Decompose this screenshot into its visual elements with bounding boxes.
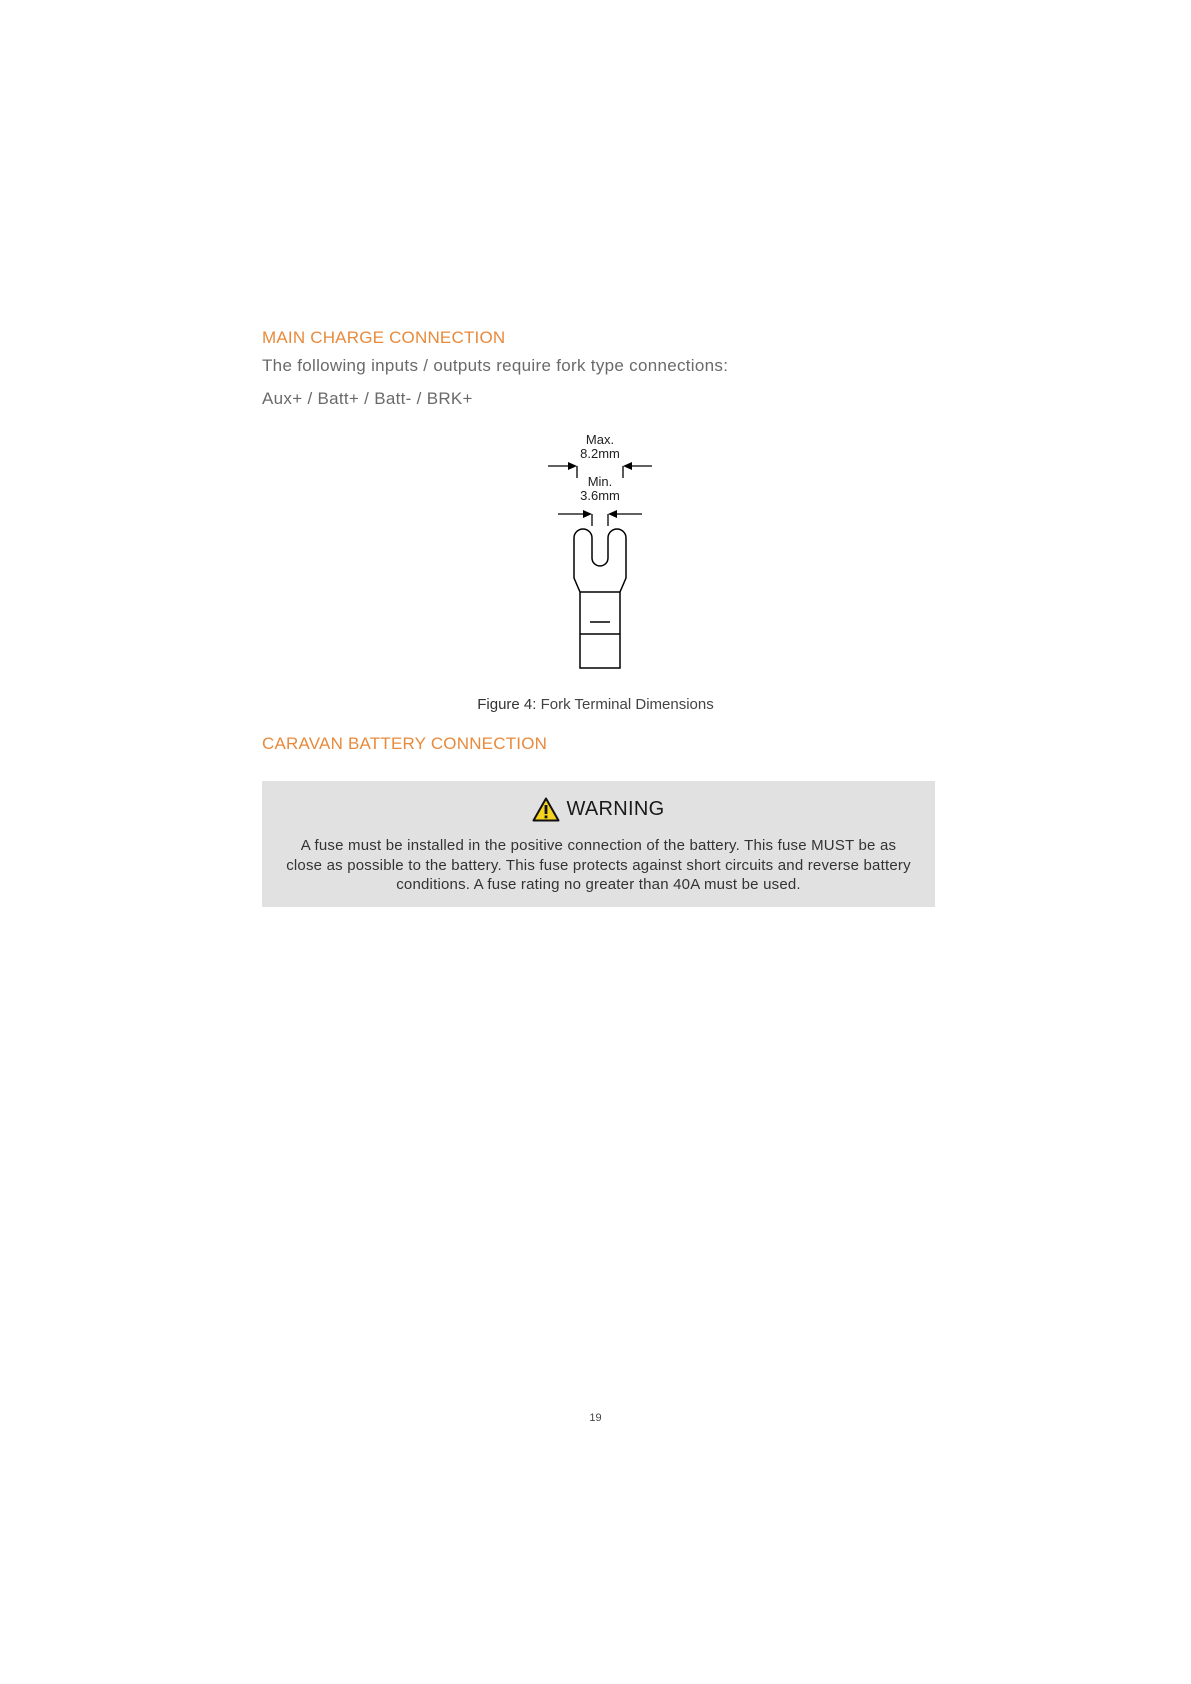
figure-caption-label: Figure 4:	[477, 696, 537, 713]
fork-terminal-diagram	[540, 430, 660, 678]
caravan-battery-heading: CARAVAN BATTERY CONNECTION	[262, 734, 548, 753]
min-dimension-arrows	[558, 510, 642, 526]
page-number: 19	[589, 1412, 602, 1424]
figure-caption-text: Fork Terminal Dimensions	[540, 696, 714, 713]
min-value: 3.6mm	[580, 488, 620, 503]
max-label: Max.	[585, 432, 615, 447]
warning-title	[262, 797, 935, 822]
figure-caption	[0, 696, 1191, 713]
max-value: 8.2mm	[580, 446, 620, 461]
warning-triangle-icon	[532, 797, 560, 822]
min-label: Min.	[587, 474, 613, 489]
warning-title-text: WARNING	[566, 798, 665, 820]
fork-terminal-shape	[574, 529, 626, 668]
main-charge-heading: MAIN CHARGE CONNECTION	[262, 328, 506, 347]
warning-box	[262, 781, 935, 907]
warning-message: A fuse must be installed in the positive connection of the battery. This fuse MUST be as close as possible to the battery. This fuse protects against short circuits and reverse battery conditions. A fuse rating no greater than 40A must be used.	[286, 837, 911, 893]
terminal-list: Aux+ / Batt+ / Batt- / BRK+	[262, 389, 473, 408]
fork-connection-intro: The following inputs / outputs require fork type connections:	[262, 356, 729, 375]
